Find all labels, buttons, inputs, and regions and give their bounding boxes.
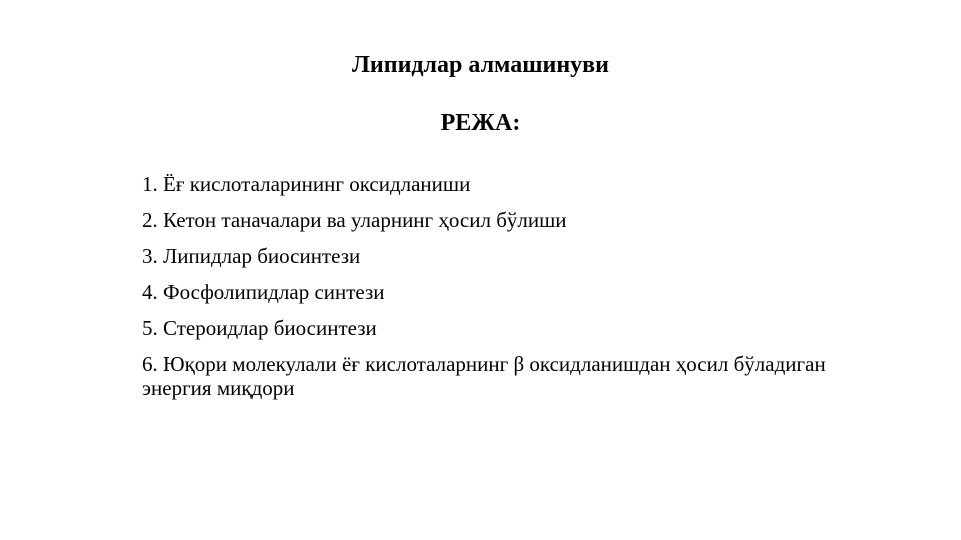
list-item: 6. Юқори молекулали ёғ кислоталарнинг β оксидланишдан ҳосил бўладиган энергия миқдори xyxy=(142,352,826,400)
list-item: 2. Кетон таначалари ва уларнинг ҳосил бўлиши xyxy=(142,208,567,232)
list-item: 4. Фосфолипидлар синтези xyxy=(142,280,385,304)
list-item: 3. Липидлар биосинтези xyxy=(142,244,361,268)
slide-title: Липидлар алмашинуви xyxy=(352,52,609,78)
plan-heading: РЕЖА: xyxy=(440,110,521,136)
list-item: 1. Ёғ кислоталарининг оксидланиши xyxy=(142,172,471,196)
plan-list xyxy=(142,172,842,412)
list-item: 5. Стероидлар биосинтези xyxy=(142,316,377,340)
